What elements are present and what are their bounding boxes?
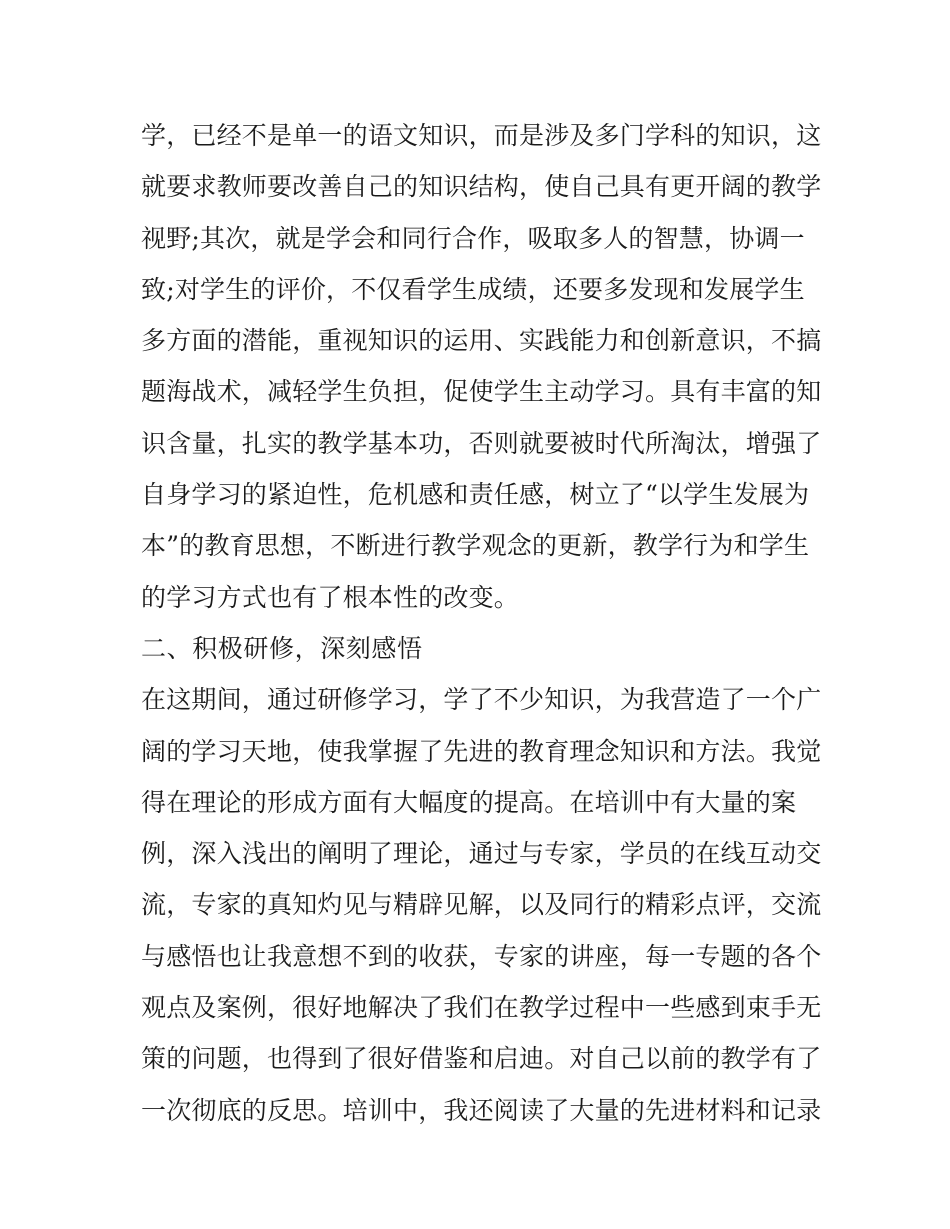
- text-line: 与感悟也让我意想不到的收获，专家的讲座，每一专题的各个: [141, 941, 822, 971]
- text-line: 本”的教育思想，不断进行教学观念的更新，教学行为和学生: [141, 531, 810, 561]
- text-line: 的学习方式也有了根本性的改变。: [141, 582, 520, 612]
- text-line: 一次彻底的反思。培训中，我还阅读了大量的先进材料和记录: [141, 1095, 822, 1125]
- text-line: 得在理论的形成方面有大幅度的提高。在培训中有大量的案: [141, 787, 797, 817]
- text-line: 阔的学习天地，使我掌握了先进的教育理念知识和方法。我觉: [141, 736, 822, 766]
- text-line: 多方面的潜能，重视知识的运用、实践能力和创新意识，不搞: [141, 326, 822, 356]
- body-text: [141, 110, 821, 1136]
- text-line: 识含量，扎实的教学基本功，否则就要被时代所淘汰，增强了: [141, 428, 822, 458]
- section-heading: 二、积极研修，深刻感悟: [141, 633, 423, 663]
- text-line: 例，深入浅出的阐明了理论，通过与专家，学员的在线互动交: [141, 839, 822, 869]
- text-line: 就要求教师要改善自己的知识结构，使自己具有更开阔的教学: [141, 172, 822, 202]
- text-line: 题海战术，减轻学生负担，促使学生主动学习。具有丰富的知: [141, 377, 822, 407]
- text-line: 观点及案例，很好地解决了我们在教学过程中一些感到束手无: [141, 993, 822, 1023]
- text-line: 自身学习的紧迫性，危机感和责任感，树立了“以学生发展为: [141, 480, 810, 510]
- text-line: 致;对学生的评价，不仅看学生成绩，还要多发现和发展学生: [141, 274, 805, 304]
- text-line: 在这期间，通过研修学习，学了不少知识，为我营造了一个广: [141, 685, 822, 715]
- text-line: 视野;其次，就是学会和同行合作，吸取多人的智慧，协调一: [141, 223, 805, 253]
- text-line: 策的问题，也得到了很好借鉴和启迪。对自己以前的教学有了: [141, 1044, 822, 1074]
- text-line: 流，专家的真知灼见与精辟见解，以及同行的精彩点评，交流: [141, 890, 822, 920]
- text-line: 学，已经不是单一的语文知识，而是涉及多门学科的知识，这: [141, 121, 822, 150]
